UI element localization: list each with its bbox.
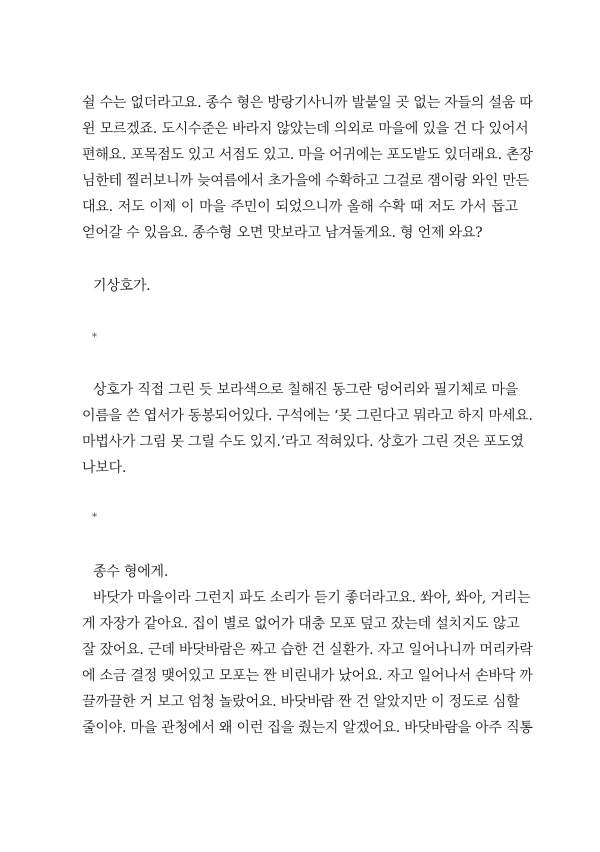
text-line: 게 자장가 같아요. 집이 별로 없어가 대충 모포 덮고 잤는데 설치지도 않고 bbox=[82, 616, 520, 632]
text-line: 바닷가 마을이라 그런지 파도 소리가 듣기 좋더라고요. 쏴아, 쏴아, 거리는 bbox=[93, 590, 531, 606]
text-line: 님한테 찔러보니까 늦여름에서 초가을에 수확하고 그걸로 잼이랑 와인 만든 bbox=[82, 173, 530, 189]
text-line: 윈 모르겠죠. 도시수준은 바라지 않았는데 의외로 마을에 있을 건 다 있어서 bbox=[82, 121, 529, 137]
text-line: 얻어갈 수 있음요. 종수형 오면 맛보라고 남겨둘게요. 형 언제 와요? bbox=[82, 225, 483, 241]
text-line: 에 소금 결정 맺어있고 모포는 짠 비린내가 났어요. 자고 일어나서 손바닥 까 bbox=[82, 668, 533, 684]
text-line: 쉴 수는 없더라고요. 종수 형은 방랑기사니까 발붙일 곳 없는 자들의 설움 따 bbox=[82, 95, 533, 111]
text-line: 이름을 쓴 엽서가 동봉되어있다. 구석에는 ‘못 그린다고 뭐라고 하지 마세요. bbox=[82, 408, 533, 424]
letter-salutation: 종수 형에게. bbox=[93, 564, 169, 580]
text-line: 줄이야. 마을 관청에서 왜 이런 집을 줬는지 알겠어요. 바닷바람을 아주 직통 bbox=[82, 720, 533, 736]
text-line: 편해요. 포목점도 있고 서점도 있고. 마을 어귀에는 포도밭도 있더래요. 촌장 bbox=[82, 147, 533, 163]
letter-signoff: 기상호가. bbox=[93, 278, 151, 294]
text-line: 끌까끌한 거 보고 엄청 놀랐어요. 바닷바람 짠 건 알았지만 이 정도로 심할 bbox=[82, 694, 520, 710]
text-line: 상호가 직접 그린 듯 보라색으로 칠해진 동그란 덩어리와 필기체로 마을 bbox=[93, 382, 518, 398]
section-separator: * bbox=[92, 512, 97, 523]
text-line: 마법사가 그림 못 그릴 수도 있지.’라고 적혀있다. 상호가 그린 것은 포도였 bbox=[82, 434, 524, 450]
text-line: 나보다. bbox=[82, 460, 127, 476]
text-line: 대요. 저도 이제 이 마을 주민이 되었으니까 올해 수확 때 저도 가서 돕고 bbox=[82, 199, 518, 215]
text-line: 잘 잤어요. 근데 바닷바람은 짜고 습한 건 실환가. 자고 일어나니까 머리카락 bbox=[82, 642, 533, 658]
section-separator: * bbox=[92, 332, 97, 343]
